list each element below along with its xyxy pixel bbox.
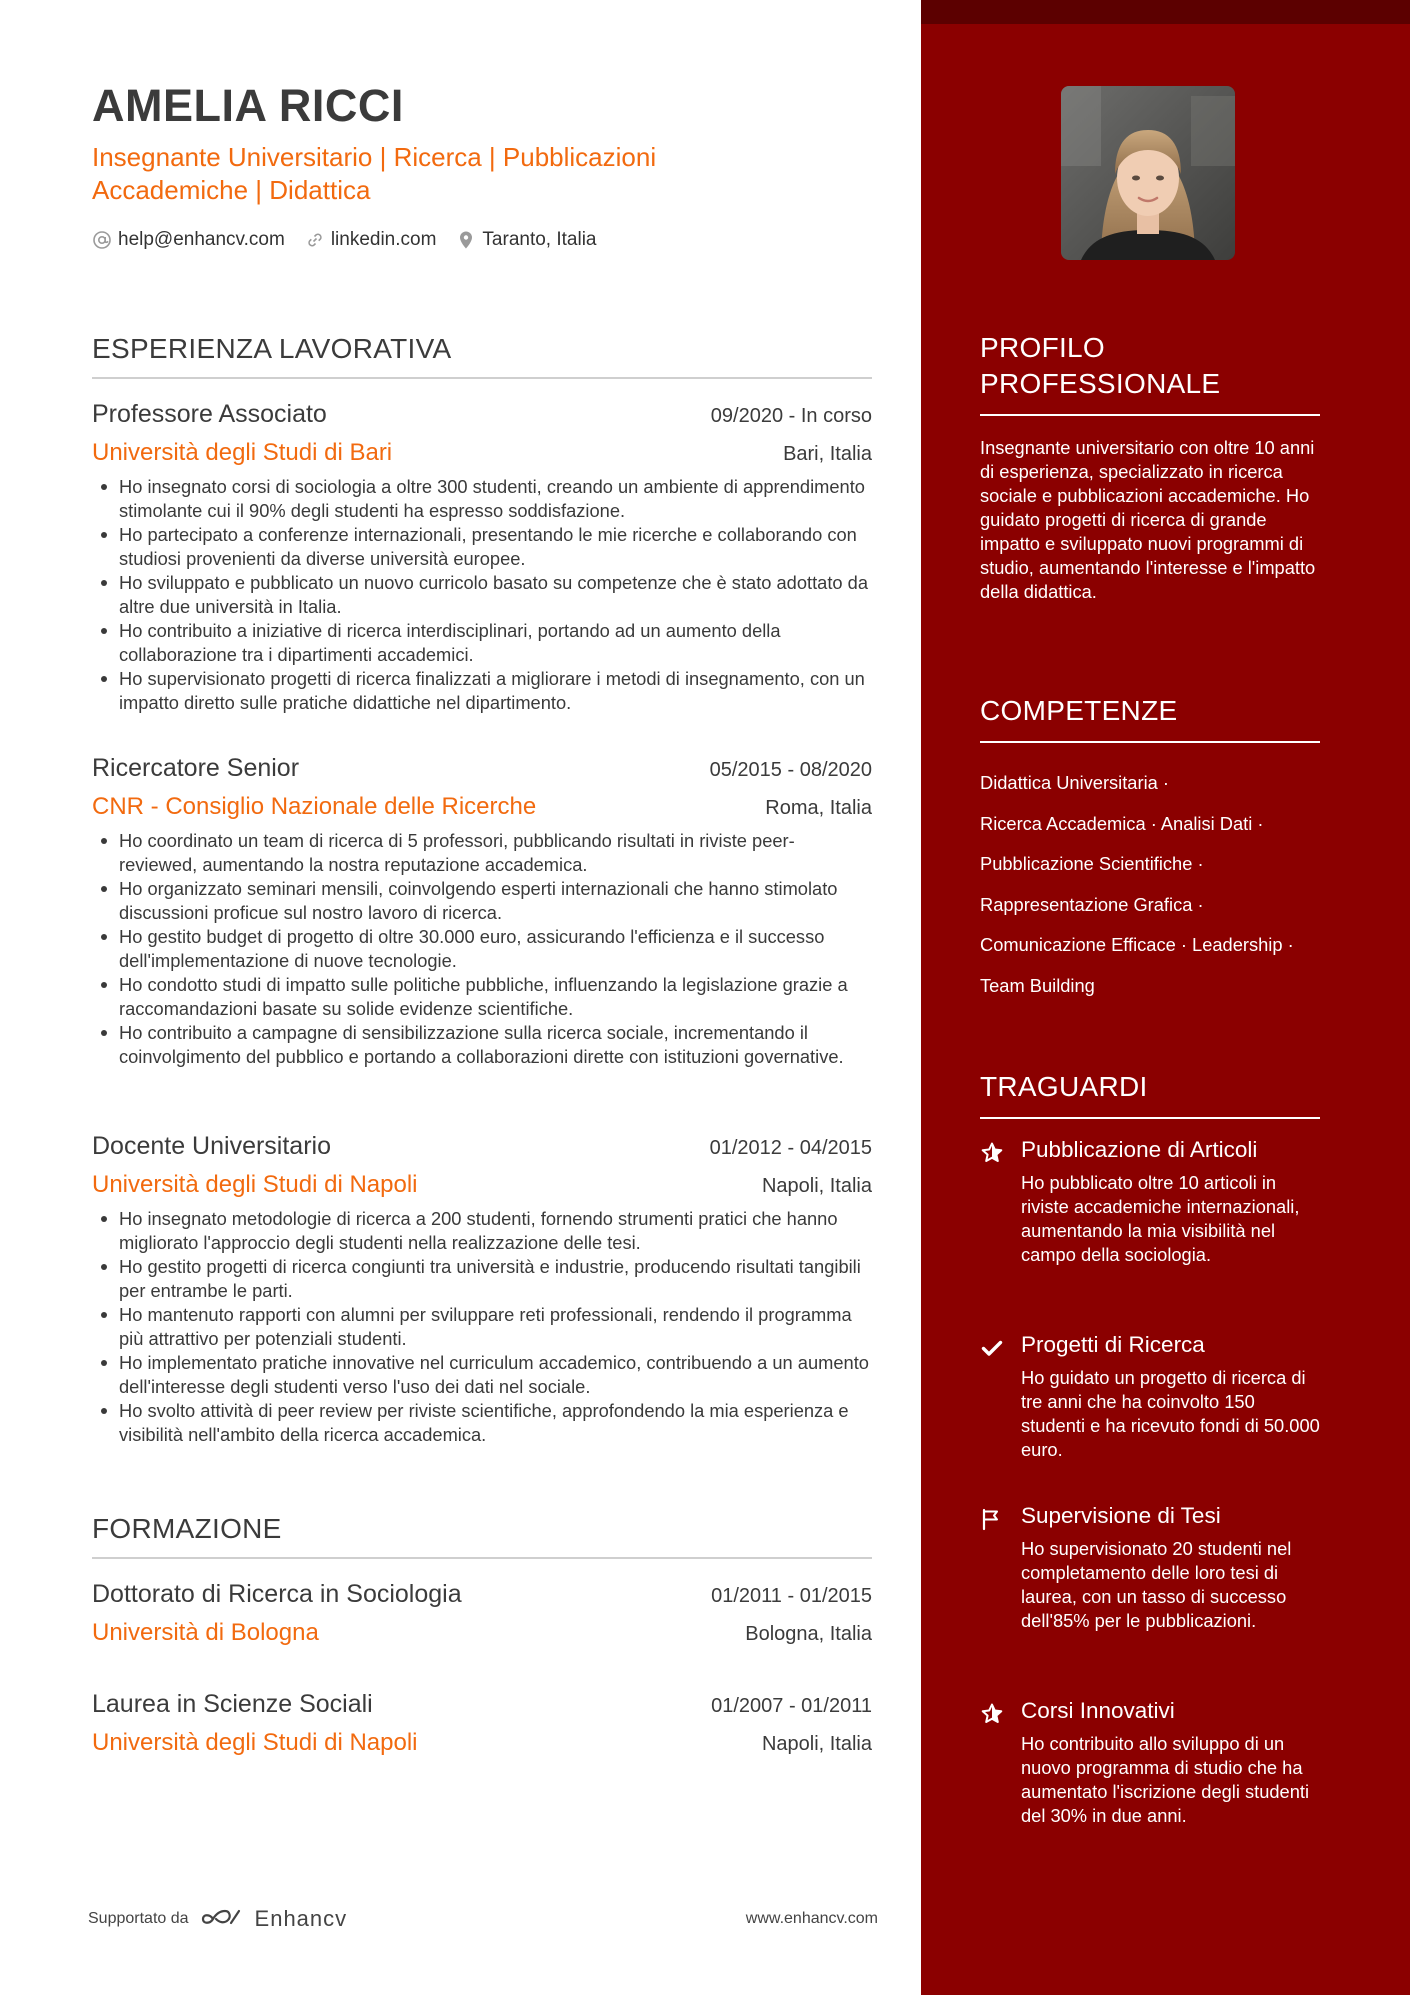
footer (88, 1902, 878, 1936)
contact-bar (92, 229, 617, 251)
experience-section (92, 333, 872, 379)
bullet-item: Ho svolto attività di peer review per riviste scientifiche, approfondendo la mia esperienza e visibilità nell'ambito della ricerca accademica. (92, 1399, 872, 1447)
contact-email-text: help@enhancv.com (118, 229, 285, 250)
job-entry (92, 1132, 872, 1447)
achievement-title: Pubblicazione di Articoli (1021, 1137, 1258, 1162)
skills-line: Pubblicazione Scientifiche · (980, 853, 1204, 874)
job-entry (92, 400, 872, 715)
education-section (92, 1513, 872, 1559)
bullet-item: Ho insegnato metodologie di ricerca a 200 studenti, fornendo strumenti pratici che hanno migliorato l'approccio degli studenti nella realizzazione delle tesi. (92, 1207, 872, 1255)
achievement-item (980, 1503, 1320, 1633)
contact-email[interactable] (92, 229, 285, 251)
location-pin-icon (456, 230, 476, 250)
job-organization: Università degli Studi di Napoli (92, 1171, 418, 1198)
achievement-item (980, 1698, 1320, 1828)
achievement-text: Ho contribuito allo sviluppo di un nuovo programma di studio che ha aumentato l'iscrizione degli studenti del 30% in due anni. (1021, 1733, 1310, 1826)
bullet-item: Ho organizzato seminari mensili, coinvolgendo esperti internazionali che hanno stimolato discussioni proficue sul nostro lavoro di ricerca. (92, 877, 872, 925)
job-bullets (92, 1207, 872, 1447)
achievements-title: TRAGUARDI (980, 1069, 1320, 1119)
school: Università degli Studi di Napoli (92, 1729, 418, 1756)
bullet-item: Ho coordinato un team di ricerca di 5 professori, pubblicando risultati in riviste peer-reviewed, aumentando la nostra reputazione accademica. (92, 829, 872, 877)
job-role: Professore Associato (92, 400, 327, 428)
sidebar (921, 0, 1410, 1995)
achievement-text: Ho guidato un progetto di ricerca di tre anni che ha coinvolto 150 studenti e ha ricevuto fondi di 50.000 euro. (1021, 1367, 1320, 1460)
job-location: Bari, Italia (783, 443, 872, 465)
education-title: FORMAZIONE (92, 1513, 872, 1559)
profile-title: PROFILO PROFESSIONALE (980, 330, 1320, 416)
skills-line: Comunicazione Efficace · Leadership · (980, 934, 1294, 955)
education-entry (92, 1690, 872, 1757)
flag-icon (980, 1507, 1004, 1531)
check-icon (980, 1336, 1004, 1360)
website-link[interactable]: www.enhancv.com (745, 1910, 878, 1927)
bullet-item: Ho condotto studi di impatto sulle politiche pubbliche, influenzando la legislazione grazie a raccomandazioni basate su solide evidenze scientifiche. (92, 973, 872, 1021)
skills-section (980, 693, 1320, 1006)
job-bullets (92, 829, 872, 1069)
bullet-item: Ho contribuito a campagne di sensibilizzazione sulla ricerca sociale, incrementando il coinvolgimento del pubblico e portando a collaborazioni dirette con istituzioni governative. (92, 1021, 872, 1069)
at-icon (92, 230, 112, 250)
degree: Laurea in Scienze Sociali (92, 1690, 373, 1718)
job-role: Ricercatore Senior (92, 754, 300, 782)
bullet-item: Ho gestito budget di progetto di oltre 30.000 euro, assicurando l'efficienza e il successo dell'implementazione di nuove tecnologie. (92, 925, 872, 973)
profile-section (980, 330, 1320, 604)
bullet-item: Ho implementato pratiche innovative nel curriculum accademico, contribuendo a un aumento dell'interesse degli studenti verso l'uso dei dati nel sociale. (92, 1351, 872, 1399)
job-bullets (92, 475, 872, 715)
job-date: 05/2015 - 08/2020 (709, 759, 872, 781)
job-location: Roma, Italia (765, 797, 872, 819)
bullet-item: Ho contribuito a iniziative di ricerca interdisciplinari, portando ad un aumento della collaborazione tra i dipartimenti accademici. (92, 619, 872, 667)
infinity-logo-icon (201, 1907, 247, 1931)
achievement-item (980, 1137, 1320, 1267)
bullet-item: Ho gestito progetti di ricerca congiunti tra università e industrie, producendo risultati tangibili per entrambe le parti. (92, 1255, 872, 1303)
profile-summary: Insegnante universitario con oltre 10 anni di esperienza, specializzato in ricerca sociale e pubblicazioni accademiche. Ho guidato progetti di ricerca di grande impatto e sviluppato nuovi programmi di studio, aumentando l'interesse e l'impatto della didattica. (980, 437, 1316, 602)
skills-line: Didattica Universitaria · (980, 772, 1169, 793)
brand-name: Enhancv (254, 1906, 348, 1931)
job-date: 09/2020 - In corso (710, 405, 872, 427)
education-location: Napoli, Italia (761, 1733, 872, 1755)
job-entry (92, 754, 872, 1069)
star-icon (980, 1141, 1004, 1165)
skills-line: Team Building (980, 974, 1095, 996)
education-entry (92, 1580, 872, 1647)
star-icon (980, 1702, 1004, 1726)
powered-by (88, 1906, 347, 1932)
contact-linkedin[interactable] (305, 229, 437, 251)
candidate-name: AMELIA RICCI (92, 80, 404, 131)
bullet-item: Ho sviluppato e pubblicato un nuovo curricolo basato su competenze che è stato adottato da altre due università in Italia. (92, 571, 872, 619)
achievement-item (980, 1332, 1320, 1462)
job-organization: CNR - Consiglio Nazionale delle Ricerche (92, 793, 537, 820)
experience-title: ESPERIENZA LAVORATIVA (92, 333, 872, 379)
skills-title: COMPETENZE (980, 693, 1320, 743)
bullet-item: Ho supervisionato progetti di ricerca finalizzati a migliorare i metodi di insegnamento, con un impatto diretto sulle pratiche didattiche nel dipartimento. (92, 667, 872, 715)
education-date: 01/2007 - 01/2011 (711, 1695, 872, 1717)
skills-line: Ricerca Accademica · Analisi Dati · (980, 812, 1264, 834)
achievement-title: Corsi Innovativi (1021, 1698, 1175, 1723)
skills-line: Rappresentazione Grafica · (980, 893, 1204, 915)
headline: Insegnante Universitario | Ricerca | Pubblicazioni Accademiche | Didattica (92, 142, 657, 205)
degree: Dottorato di Ricerca in Sociologia (92, 1580, 462, 1608)
bullet-item: Ho insegnato corsi di sociologia a oltre 300 studenti, creando un ambiente di apprendimento stimolante cui il 90% degli studenti ha espresso soddisfazione. (92, 475, 872, 523)
contact-location (456, 229, 596, 251)
bullet-item: Ho partecipato a conferenze internazionali, presentando le mie ricerche e collaborando con studiosi provenienti da diverse università europee. (92, 523, 872, 571)
education-date: 01/2011 - 01/2015 (711, 1585, 872, 1607)
job-organization: Università degli Studi di Bari (92, 439, 393, 466)
achievement-text: Ho pubblicato oltre 10 articoli in riviste accademiche internazionali, aumentando la mia visibilità nel campo della sociologia. (1021, 1172, 1300, 1265)
contact-linkedin-text: linkedin.com (330, 229, 437, 250)
achievement-title: Progetti di Ricerca (1021, 1332, 1205, 1357)
achievements-section (980, 1069, 1320, 1119)
powered-by-label: Supportato da (88, 1910, 189, 1927)
sidebar-top-band (921, 0, 1410, 24)
achievement-title: Supervisione di Tesi (1021, 1503, 1221, 1528)
school: Università di Bologna (92, 1619, 319, 1646)
education-location: Bologna, Italia (745, 1623, 872, 1645)
contact-location-text: Taranto, Italia (482, 229, 597, 250)
job-role: Docente Universitario (92, 1132, 331, 1160)
achievement-text: Ho supervisionato 20 studenti nel completamento delle loro tesi di laurea, con un tasso di successo dell'85% per le pubblicazioni. (1021, 1538, 1292, 1631)
job-date: 01/2012 - 04/2015 (709, 1137, 872, 1159)
job-location: Napoli, Italia (761, 1175, 872, 1197)
link-icon (305, 230, 325, 250)
skills-list (980, 763, 1320, 1006)
enhancv-logo[interactable] (201, 1906, 348, 1932)
profile-photo (1061, 86, 1235, 260)
bullet-item: Ho mantenuto rapporti con alumni per sviluppare reti professionali, rendendo il programma più attrattivo per potenziali studenti. (92, 1303, 872, 1351)
